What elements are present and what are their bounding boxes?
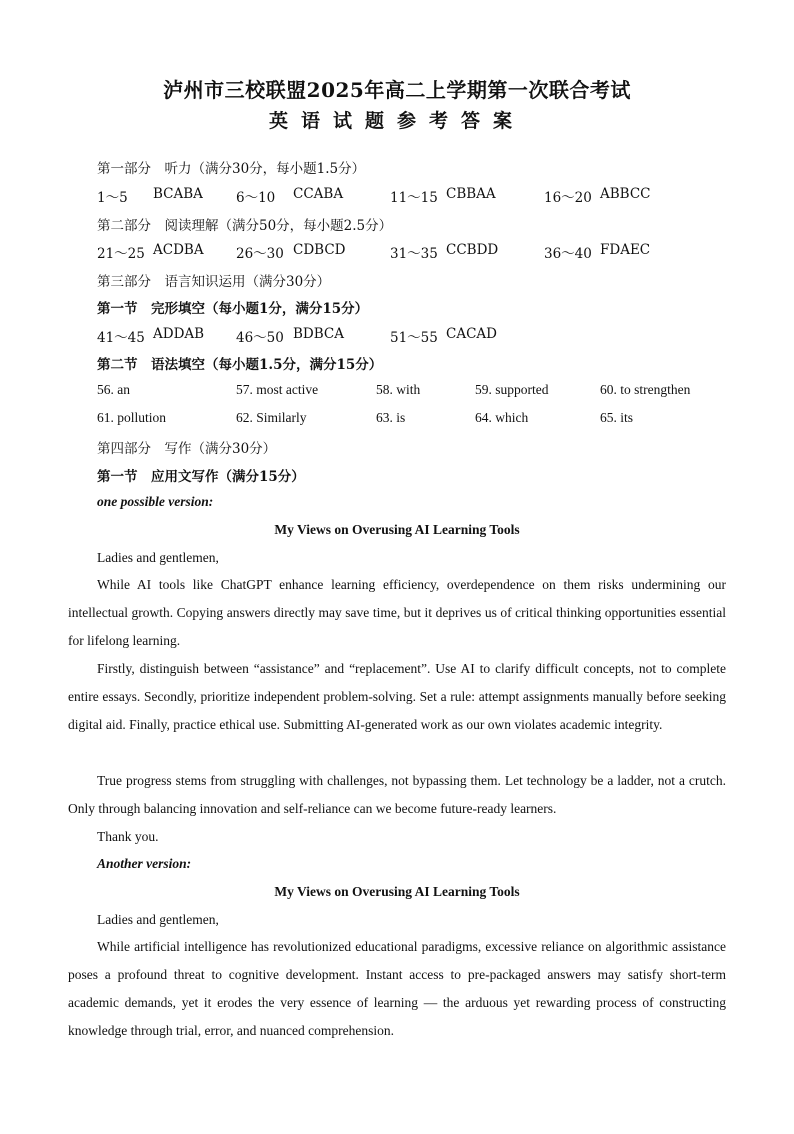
answer-key: CCBDD	[446, 242, 499, 258]
answer-key: CDBCD	[293, 242, 346, 258]
answer-range: 46～50	[236, 330, 284, 346]
answer-key: CBBAA	[446, 186, 496, 202]
answer-range: 26～30	[236, 246, 284, 262]
essay-greeting: Ladies and gentlemen,	[97, 550, 219, 565]
page-title: 泸州市三校联盟2025年高二上学期第一次联合考试	[163, 78, 631, 102]
answer-range: 21～25	[97, 246, 145, 262]
essay-paragraph: Firstly, distinguish between “assistance” and “replacement”. Use AI to clarify difficult concepts, not to complete entire essays. Secondly, prioritize independent problem-solving. Set a rule: attempt assignments manually before seeking digital aid. Finally, practice ethical use. Submitting AI-generated work as our own violates academic integrity.	[68, 661, 726, 732]
part2-heading: 第二部分 阅读理解（满分50分，每小题2.5分）	[97, 218, 393, 234]
essay-paragraph: True progress stems from struggling with challenges, not bypassing them. Let technology be a ladder, not a crutch. Only through balancing innovation and self-reliance can we become future-ready learners.	[68, 773, 726, 816]
grammar-answer: 63. is	[376, 410, 406, 425]
answer-key: BDBCA	[293, 326, 344, 342]
grammar-answer: 65. its	[600, 410, 634, 425]
grammar-answer: 60. to strengthen	[600, 382, 691, 397]
part3-heading: 第三部分 语言知识运用（满分30分）	[97, 274, 331, 290]
essay-paragraph: While AI tools like ChatGPT enhance learning efficiency, overdependence on them risks undermining our intellectual growth. Copying answers directly may save time, but it deprives us of critical thinking opportunities essential for lifelong learning.	[68, 577, 726, 648]
grammar-answer: 64. which	[475, 410, 529, 425]
answer-range: 11～15	[390, 190, 438, 206]
essay-greeting: Ladies and gentlemen,	[97, 912, 219, 927]
essay-title: My Views on Overusing AI Learning Tools	[274, 884, 520, 899]
answer-key: BCABA	[153, 186, 203, 202]
grammar-answer: 56. an	[97, 382, 130, 397]
page-subtitle: 英语试题参考答案	[268, 110, 525, 132]
part1-heading: 第一部分 听力（满分30分，每小题1.5分）	[97, 161, 366, 177]
answer-key: FDAEC	[600, 242, 651, 258]
answer-range: 41～45	[97, 330, 145, 346]
answer-range: 31～35	[390, 246, 438, 262]
part3-section2-heading: 第二节 语法填空（每小题1.5分，满分15分）	[97, 357, 383, 373]
part4-heading: 第四部分 写作（满分30分）	[97, 441, 277, 457]
part4-section1-heading: 第一节 应用文写作（满分15分）	[97, 469, 305, 485]
grammar-answer: 59. supported	[475, 382, 549, 397]
answer-range: 6～10	[236, 190, 276, 206]
answer-key: CCABA	[293, 186, 344, 202]
answer-key: CACAD	[446, 326, 497, 342]
answer-range: 36～40	[544, 246, 592, 262]
version-label: Another version:	[97, 856, 192, 871]
essay-title: My Views on Overusing AI Learning Tools	[274, 522, 520, 537]
essay-closing: Thank you.	[97, 829, 159, 844]
answer-range: 51～55	[390, 330, 438, 346]
version-label: one possible version:	[97, 494, 214, 509]
grammar-answer: 57. most active	[236, 382, 319, 397]
essay-paragraph: While artificial intelligence has revolutionized educational paradigms, excessive reliance on algorithmic assistance poses a profound threat to cognitive development. Instant access to pre-packaged answers may satisfy short-term academic demands, yet it erodes the very essence of learning — the arduous yet rewarding process of constructing knowledge through trial, error, and nuanced comprehension.	[68, 939, 726, 1038]
answer-key: ADDAB	[153, 326, 205, 342]
answer-key: ACDBA	[153, 242, 204, 258]
grammar-answer: 61. pollution	[97, 410, 167, 425]
answer-range: 1～5	[97, 190, 128, 206]
part3-section1-heading: 第一节 完形填空（每小题1分，满分15分）	[97, 301, 369, 317]
answer-key: ABBCC	[600, 186, 651, 202]
grammar-answer: 58. with	[376, 382, 421, 397]
answer-range: 16～20	[544, 190, 592, 206]
grammar-answer: 62. Similarly	[236, 410, 307, 425]
